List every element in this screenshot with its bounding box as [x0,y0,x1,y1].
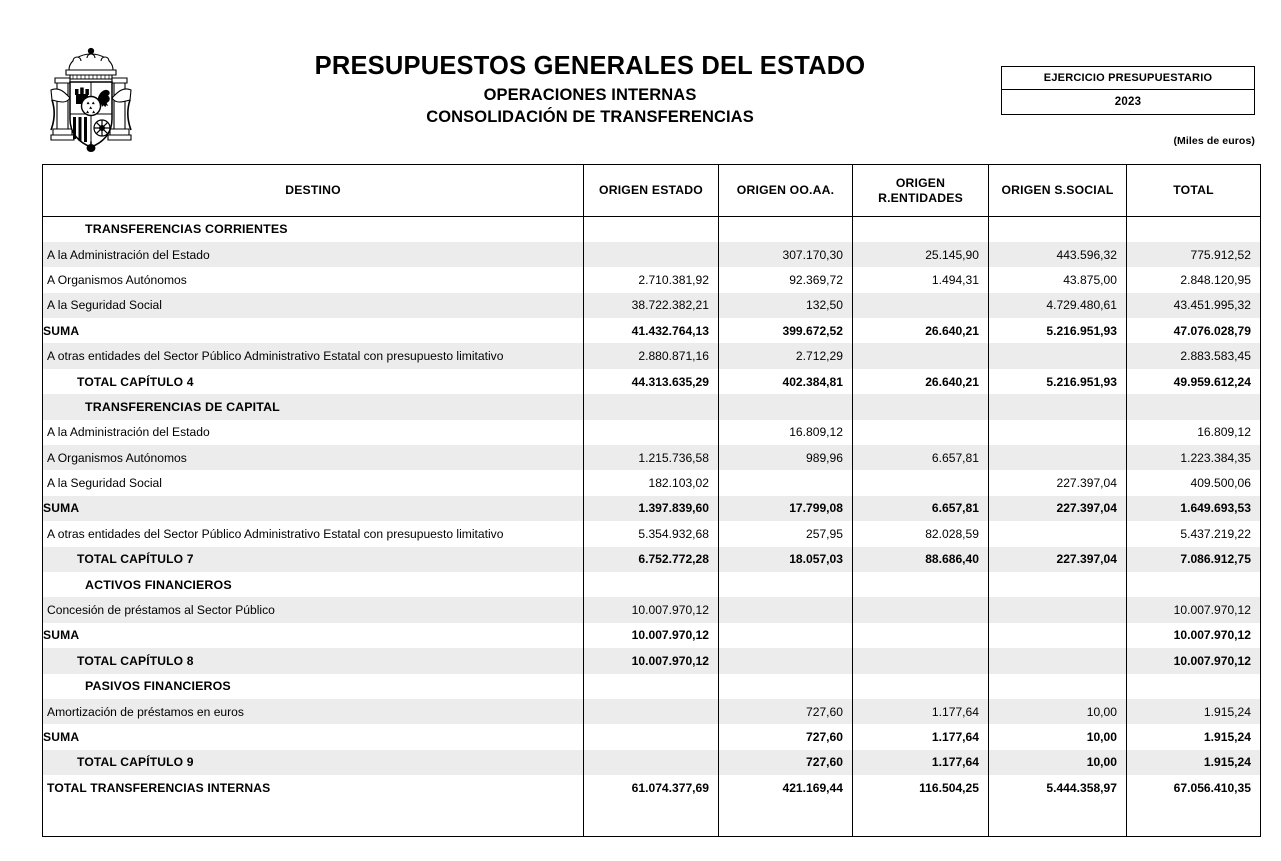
cell-origen-rentidades: 1.494,31 [853,267,989,292]
cell-origen-rentidades [853,572,989,597]
cell-origen-rentidades [853,648,989,673]
transfers-table-container [42,164,1260,837]
cell-origen-ssocial [989,217,1127,242]
cell-origen-ssocial [989,521,1127,546]
exercise-label: EJERCICIO PRESUPUESTARIO [1002,67,1254,90]
cell-origen-ooaa [719,623,853,648]
cell-destino: TOTAL CAPÍTULO 4 [43,369,584,394]
cell-origen-ooaa [719,217,853,242]
cell-origen-estado [584,242,719,267]
cell-total: 1.915,24 [1127,699,1261,724]
cell-origen-estado: 5.354.932,68 [584,521,719,546]
cell-origen-ssocial [989,445,1127,470]
cell-origen-ooaa: 989,96 [719,445,853,470]
cell-origen-estado: 38.722.382,21 [584,293,719,318]
table-row [43,699,1261,724]
cell-origen-rentidades [853,597,989,622]
column-header-origen-ooaa: ORIGEN OO.AA. [719,165,853,217]
table-row [43,724,1261,749]
table-header [43,165,1261,217]
cell-total: 2.883.583,45 [1127,343,1261,368]
table-header-row [43,165,1261,217]
cell-origen-estado [584,699,719,724]
cell-origen-estado: 6.752.772,28 [584,547,719,572]
cell-origen-estado [584,674,719,699]
cell-destino: SUMA [43,724,584,749]
cell-origen-rentidades [853,394,989,419]
cell-origen-ooaa: 2.712,29 [719,343,853,368]
cell-origen-ssocial [989,420,1127,445]
cell-origen-ssocial: 227.397,04 [989,547,1127,572]
cell-origen-rentidades [853,217,989,242]
cell-origen-ssocial: 4.729.480,61 [989,293,1127,318]
title-block [200,52,980,127]
cell-destino: ACTIVOS FINANCIEROS [43,572,584,597]
cell-origen-estado [584,420,719,445]
cell-origen-ooaa: 402.384,81 [719,369,853,394]
cell-destino: A Organismos Autónomos [43,445,584,470]
column-header-rentidades-line1: ORIGEN [895,176,946,191]
cell-origen-ssocial [989,597,1127,622]
table-row [43,420,1261,445]
table-row [43,293,1261,318]
spanish-coat-of-arms-icon [36,44,146,156]
cell-destino: TOTAL CAPÍTULO 7 [43,547,584,572]
spacer-cell [719,800,853,836]
cell-total: 5.437.219,22 [1127,521,1261,546]
table-row [43,775,1261,800]
document-header [0,0,1281,160]
cell-origen-ooaa [719,597,853,622]
cell-total [1127,217,1261,242]
cell-origen-estado: 10.007.970,12 [584,648,719,673]
column-header-origen-rentidades [853,165,989,217]
cell-origen-ssocial: 5.444.358,97 [989,775,1127,800]
units-note: (Miles de euros) [1173,135,1255,147]
cell-origen-estado [584,750,719,775]
cell-origen-ssocial [989,572,1127,597]
spacer-cell [584,800,719,836]
cell-total: 775.912,52 [1127,242,1261,267]
table-row [43,217,1261,242]
cell-destino: Amortización de préstamos en euros [43,699,584,724]
table-row [43,597,1261,622]
cell-origen-ooaa [719,674,853,699]
cell-origen-ssocial [989,394,1127,419]
column-header-total: TOTAL [1127,165,1261,217]
cell-origen-ssocial: 227.397,04 [989,470,1127,495]
cell-total: 10.007.970,12 [1127,648,1261,673]
cell-destino: SUMA [43,318,584,343]
table-row [43,547,1261,572]
table-spacer-row [43,800,1261,836]
spacer-cell [853,800,989,836]
cell-origen-estado: 44.313.635,29 [584,369,719,394]
cell-origen-estado: 182.103,02 [584,470,719,495]
cell-origen-ssocial: 5.216.951,93 [989,369,1127,394]
cell-origen-estado: 2.880.871,16 [584,343,719,368]
cell-origen-ssocial: 43.875,00 [989,267,1127,292]
table-row [43,496,1261,521]
cell-destino: SUMA [43,623,584,648]
table-body [43,217,1261,837]
cell-destino: TOTAL CAPÍTULO 9 [43,750,584,775]
cell-origen-ooaa: 727,60 [719,750,853,775]
cell-total: 2.848.120,95 [1127,267,1261,292]
cell-total [1127,394,1261,419]
cell-origen-ooaa [719,572,853,597]
cell-origen-estado: 1.215.736,58 [584,445,719,470]
cell-origen-rentidades: 1.177,64 [853,699,989,724]
cell-origen-rentidades: 6.657,81 [853,445,989,470]
budget-exercise-box [1001,66,1255,115]
cell-origen-rentidades [853,470,989,495]
spacer-cell [1127,800,1261,836]
cell-origen-ssocial: 443.596,32 [989,242,1127,267]
table-row [43,674,1261,699]
cell-total: 1.915,24 [1127,750,1261,775]
cell-destino: Concesión de préstamos al Sector Público [43,597,584,622]
cell-total: 49.959.612,24 [1127,369,1261,394]
cell-origen-ooaa: 257,95 [719,521,853,546]
cell-origen-rentidades [853,420,989,445]
table-row [43,369,1261,394]
cell-origen-ooaa: 18.057,03 [719,547,853,572]
cell-destino: A la Seguridad Social [43,293,584,318]
cell-total: 7.086.912,75 [1127,547,1261,572]
cell-origen-estado: 41.432.764,13 [584,318,719,343]
cell-destino: TOTAL CAPÍTULO 8 [43,648,584,673]
column-header-origen-ssocial: ORIGEN S.SOCIAL [989,165,1127,217]
cell-origen-estado: 2.710.381,92 [584,267,719,292]
column-header-origen-estado: ORIGEN ESTADO [584,165,719,217]
page-subtitle-1: OPERACIONES INTERNAS [483,86,697,105]
cell-origen-estado: 1.397.839,60 [584,496,719,521]
table-row [43,521,1261,546]
cell-destino: A Organismos Autónomos [43,267,584,292]
cell-origen-rentidades: 1.177,64 [853,750,989,775]
cell-destino: TRANSFERENCIAS DE CAPITAL [43,394,584,419]
cell-origen-rentidades: 6.657,81 [853,496,989,521]
cell-total: 67.056.410,35 [1127,775,1261,800]
cell-origen-rentidades: 26.640,21 [853,318,989,343]
cell-origen-ssocial: 10,00 [989,724,1127,749]
cell-total [1127,674,1261,699]
cell-origen-rentidades [853,623,989,648]
spacer-cell [43,800,584,836]
table-row [43,648,1261,673]
cell-origen-rentidades: 1.177,64 [853,724,989,749]
cell-destino: TOTAL TRANSFERENCIAS INTERNAS [43,775,584,800]
cell-total: 10.007.970,12 [1127,597,1261,622]
cell-total: 1.223.384,35 [1127,445,1261,470]
cell-origen-ooaa: 399.672,52 [719,318,853,343]
exercise-year: 2023 [1114,96,1142,108]
table-row [43,470,1261,495]
cell-total: 10.007.970,12 [1127,623,1261,648]
table-row [43,242,1261,267]
table-row [43,267,1261,292]
cell-origen-ssocial [989,648,1127,673]
cell-total [1127,572,1261,597]
cell-origen-rentidades [853,343,989,368]
cell-origen-rentidades: 25.145,90 [853,242,989,267]
cell-origen-ooaa: 17.799,08 [719,496,853,521]
cell-origen-rentidades [853,293,989,318]
cell-origen-ooaa [719,470,853,495]
cell-destino: SUMA [43,496,584,521]
cell-origen-ooaa: 16.809,12 [719,420,853,445]
cell-origen-ooaa: 727,60 [719,699,853,724]
cell-origen-ooaa: 307.170,30 [719,242,853,267]
cell-origen-ssocial: 10,00 [989,699,1127,724]
table-row [43,750,1261,775]
cell-origen-ooaa [719,648,853,673]
table-row [43,318,1261,343]
cell-origen-ssocial: 227.397,04 [989,496,1127,521]
cell-total: 1.915,24 [1127,724,1261,749]
cell-origen-rentidades: 88.686,40 [853,547,989,572]
consolidation-transfers-table [42,164,1261,837]
table-row [43,394,1261,419]
cell-origen-ooaa: 727,60 [719,724,853,749]
cell-origen-estado [584,394,719,419]
cell-origen-estado [584,217,719,242]
cell-total: 47.076.028,79 [1127,318,1261,343]
cell-origen-ooaa: 421.169,44 [719,775,853,800]
cell-total: 1.649.693,53 [1127,496,1261,521]
spacer-cell [989,800,1127,836]
cell-origen-estado: 10.007.970,12 [584,597,719,622]
cell-destino: A la Seguridad Social [43,470,584,495]
cell-destino: A otras entidades del Sector Público Administrativo Estatal con presupuesto limitativo [43,521,584,546]
table-row [43,623,1261,648]
cell-origen-ooaa: 132,50 [719,293,853,318]
cell-origen-rentidades: 82.028,59 [853,521,989,546]
cell-destino: A la Administración del Estado [43,420,584,445]
cell-total: 409.500,06 [1127,470,1261,495]
cell-origen-ssocial: 10,00 [989,750,1127,775]
cell-origen-rentidades: 26.640,21 [853,369,989,394]
cell-origen-ooaa: 92.369,72 [719,267,853,292]
table-row [43,445,1261,470]
cell-origen-estado [584,724,719,749]
cell-origen-rentidades [853,674,989,699]
cell-destino: PASIVOS FINANCIEROS [43,674,584,699]
cell-origen-estado: 61.074.377,69 [584,775,719,800]
cell-origen-ssocial [989,623,1127,648]
cell-origen-ssocial: 5.216.951,93 [989,318,1127,343]
table-row [43,343,1261,368]
cell-origen-estado [584,572,719,597]
cell-origen-estado: 10.007.970,12 [584,623,719,648]
page-subtitle-2: CONSOLIDACIÓN DE TRANSFERENCIAS [426,108,754,127]
table-row [43,572,1261,597]
page-title: PRESUPUESTOS GENERALES DEL ESTADO [314,52,866,80]
cell-origen-ooaa [719,394,853,419]
cell-origen-ssocial [989,343,1127,368]
cell-destino: TRANSFERENCIAS CORRIENTES [43,217,584,242]
cell-total: 16.809,12 [1127,420,1261,445]
cell-total: 43.451.995,32 [1127,293,1261,318]
column-header-destino: DESTINO [43,165,584,217]
cell-origen-rentidades: 116.504,25 [853,775,989,800]
cell-origen-ssocial [989,674,1127,699]
column-header-rentidades-line2: R.ENTIDADES [878,190,963,205]
cell-destino: A otras entidades del Sector Público Administrativo Estatal con presupuesto limitativo [43,343,584,368]
cell-destino: A la Administración del Estado [43,242,584,267]
